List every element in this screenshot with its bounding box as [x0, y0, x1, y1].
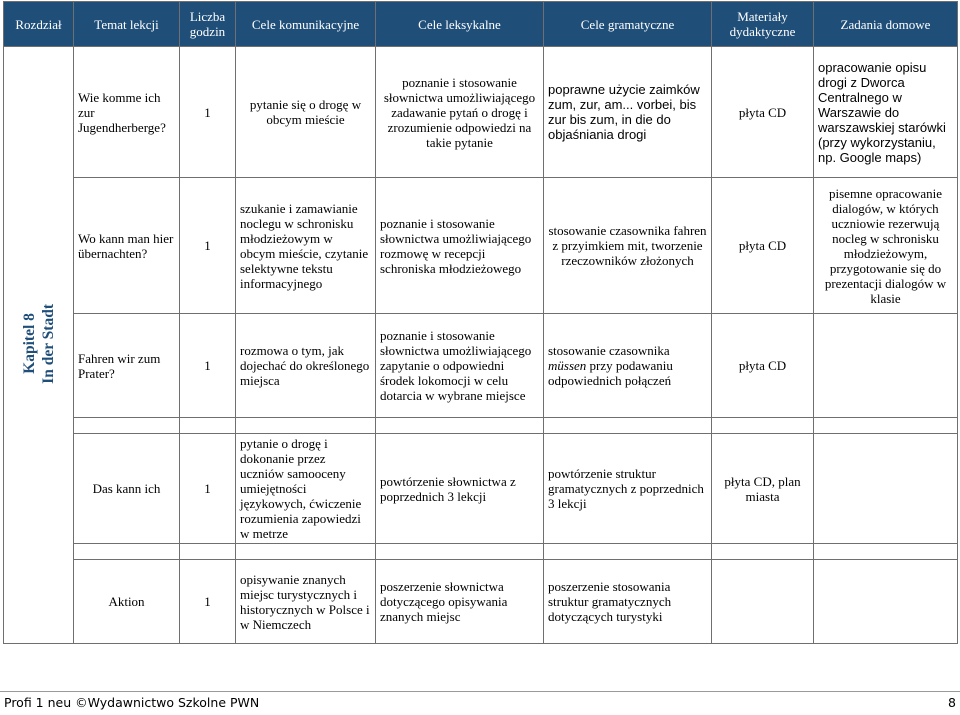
table-row	[4, 314, 958, 418]
header-hours: Liczba godzin	[180, 2, 236, 47]
lesson-plan-table	[3, 1, 958, 644]
lexical-cell: poszerzenie słownictwa dotyczącego opisywania znanych miejsc	[376, 560, 544, 644]
hours-cell: 1	[180, 178, 236, 314]
spacer-row	[4, 418, 958, 434]
footer-page-number: 8	[948, 695, 956, 710]
grammar-cell: stosowanie czasownika fahren z przyimkiem mit, tworzenie rzeczowników złożonych	[544, 178, 712, 314]
homework-cell: opracowanie opisu drogi z Dworca Centralnego w Warszawie do warszawskiej starówki (przy wykorzystaniu, np. Google maps)	[814, 47, 958, 178]
grammar-text-pre: stosowanie czasownika	[548, 343, 670, 358]
grammar-cell: powtórzenie struktur gramatycznych z poprzednich 3 lekcji	[544, 434, 712, 544]
communicative-cell: pytanie się o drogę w obcym mieście	[236, 47, 376, 178]
hours-cell: 1	[180, 434, 236, 544]
spacer-cell	[74, 544, 180, 560]
header-materials: Materiały dydaktyczne	[712, 2, 814, 47]
lexical-cell: poznanie i stosowanie słownictwa umożliwiającego rozmowę w recepcji schroniska młodzieżowego	[376, 178, 544, 314]
footer-copyright: Profi 1 neu ©Wydawnictwo Szkolne PWN	[4, 695, 260, 710]
spacer-cell	[544, 544, 712, 560]
topic-cell: Aktion	[74, 560, 180, 644]
spacer-cell	[376, 544, 544, 560]
hours-cell: 1	[180, 47, 236, 178]
homework-cell	[814, 434, 958, 544]
homework-cell	[814, 560, 958, 644]
lexical-cell: poznanie i stosowanie słownictwa umożliwiającego zapytanie o odpowiedni środek lokomocji w celu dotarcia w wybrane miejsce	[376, 314, 544, 418]
materials-cell: płyta CD	[712, 314, 814, 418]
table-row	[4, 47, 958, 178]
materials-cell: płyta CD, plan miasta	[712, 434, 814, 544]
hours-cell: 1	[180, 560, 236, 644]
table-row	[4, 434, 958, 544]
lexical-cell: powtórzenie słownictwa z poprzednich 3 lekcji	[376, 434, 544, 544]
header-topic: Temat lekcji	[74, 2, 180, 47]
chapter-label: Kapitel 8 In der Stadt	[20, 303, 57, 384]
communicative-cell: rozmowa o tym, jak dojechać do określonego miejsca	[236, 314, 376, 418]
spacer-cell	[180, 544, 236, 560]
topic-cell: Das kann ich	[74, 434, 180, 544]
grammar-cell	[544, 314, 712, 418]
spacer-row	[4, 544, 958, 560]
header-grammar: Cele gramatyczne	[544, 2, 712, 47]
materials-cell	[712, 560, 814, 644]
grammar-cell: poszerzenie stosowania struktur gramatycznych dotyczących turystyki	[544, 560, 712, 644]
header-row	[4, 2, 958, 47]
page-footer	[0, 691, 960, 715]
header-homework: Zadania domowe	[814, 2, 958, 47]
spacer-cell	[814, 544, 958, 560]
topic-cell: Fahren wir zum Prater?	[74, 314, 180, 418]
spacer-cell	[236, 418, 376, 434]
homework-cell: pisemne opracowanie dialogów, w których uczniowie rezerwują nocleg w schronisku młodzieżowym, przygotowanie się do prezentacji dialogów w klasie	[814, 178, 958, 314]
spacer-cell	[236, 544, 376, 560]
grammar-text-italic: müssen	[548, 358, 587, 373]
topic-cell: Wie komme ich zur Jugendherberge?	[74, 47, 180, 178]
materials-cell: płyta CD	[712, 178, 814, 314]
communicative-cell: szukanie i zamawianie noclegu w schronisku młodzieżowym w obcym mieście, czytanie selektywne tekstu informacyjnego	[236, 178, 376, 314]
table-row	[4, 178, 958, 314]
communicative-cell: pytanie o drogę i dokonanie przez uczniów samooceny umiejętności językowych, ćwiczenie rozumienia zapowiedzi w metrze	[236, 434, 376, 544]
spacer-cell	[814, 418, 958, 434]
header-lexical: Cele leksykalne	[376, 2, 544, 47]
topic-cell: Wo kann man hier übernachten?	[74, 178, 180, 314]
materials-cell: płyta CD	[712, 47, 814, 178]
lexical-cell: poznanie i stosowanie słownictwa umożliwiającego zadawanie pytań o drogę i zrozumienie odpowiedzi na takie pytanie	[376, 47, 544, 178]
table-row	[4, 560, 958, 644]
spacer-cell	[544, 418, 712, 434]
homework-cell	[814, 314, 958, 418]
communicative-cell: opisywanie znanych miejsc turystycznych i historycznych w Polsce i w Niemczech	[236, 560, 376, 644]
spacer-cell	[376, 418, 544, 434]
spacer-cell	[180, 418, 236, 434]
spacer-cell	[74, 418, 180, 434]
spacer-cell	[712, 418, 814, 434]
chapter-cell	[4, 47, 74, 644]
spacer-cell	[712, 544, 814, 560]
grammar-text-post: przy podawaniu odpowiednich połączeń	[548, 358, 673, 388]
hours-cell: 1	[180, 314, 236, 418]
grammar-cell: poprawne użycie zaimków zum, zur, am... vorbei, bis zur bis zum, in die do objaśniania drogi	[544, 47, 712, 178]
header-communicative: Cele komunikacyjne	[236, 2, 376, 47]
header-chapter: Rozdział	[4, 2, 74, 47]
